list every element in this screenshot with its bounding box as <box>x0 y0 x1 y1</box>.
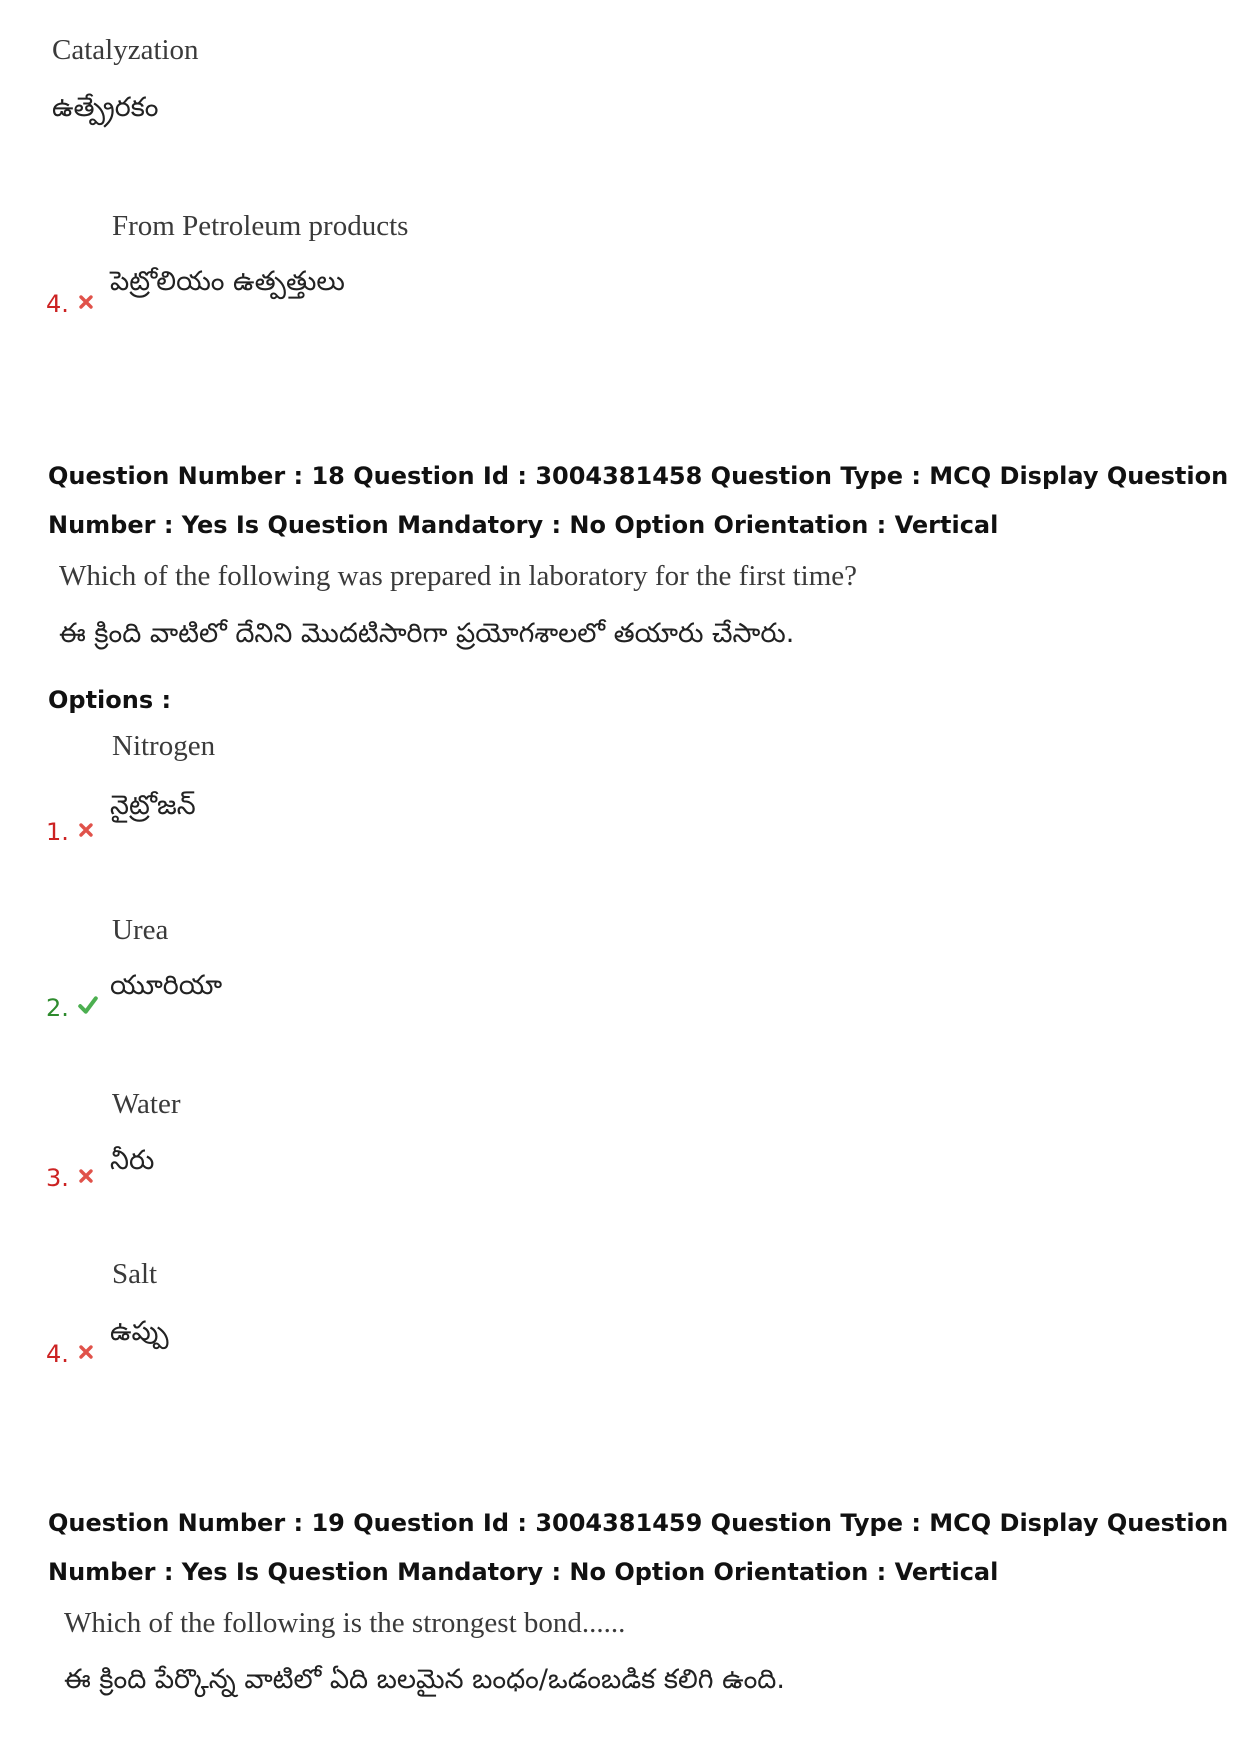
option-4-english: Salt <box>112 1258 158 1290</box>
question-18-text-telugu: ఈ క్రింది వాటిలో దేనిని మొదటిసారిగా ప్రయోగశాలలో తయారు చేసారు. <box>59 618 795 649</box>
question-18-meta-line-1: Question Number : 18 Question Id : 3004381458 Question Type : MCQ Display Question <box>48 462 1229 490</box>
question-18-meta-line-2: Number : Yes Is Question Mandatory : No Option Orientation : Vertical <box>48 511 999 539</box>
option-3-number: 3. <box>46 1164 69 1192</box>
question-19-text-telugu: ఈ క్రింది పేర్కొన్న వాటిలో ఏది బలమైన బంధం/ఒడంబడిక కలిగి ఉంది. <box>64 1664 785 1695</box>
option-1-telugu: నైట్రోజన్ <box>110 790 196 821</box>
question-19-text-english: Which of the following is the strongest bond...... <box>64 1607 626 1639</box>
option-4-telugu: ఉప్పు <box>110 1316 169 1347</box>
prev-option-3-english: Catalyzation <box>52 34 199 66</box>
prev-option-4-number: 4. <box>46 290 69 318</box>
option-2-english: Urea <box>112 914 169 946</box>
check-icon <box>77 995 99 1015</box>
question-19-meta-line-2: Number : Yes Is Question Mandatory : No Option Orientation : Vertical <box>48 1558 999 1586</box>
option-3-telugu: నీరు <box>110 1145 155 1176</box>
cross-icon <box>77 293 95 311</box>
question-19-meta-line-1: Question Number : 19 Question Id : 3004381459 Question Type : MCQ Display Question <box>48 1509 1229 1537</box>
option-1-number: 1. <box>46 818 69 846</box>
option-1-english: Nitrogen <box>112 730 216 762</box>
option-2-number: 2. <box>46 994 69 1022</box>
option-3-english: Water <box>112 1088 181 1120</box>
option-2-telugu: యూరియా <box>110 970 223 1001</box>
prev-option-3-telugu: ఉత్ప్రేరకం <box>52 92 159 123</box>
options-label: Options : <box>48 686 172 714</box>
question-18-text-english: Which of the following was prepared in laboratory for the first time? <box>59 560 858 592</box>
cross-icon <box>77 1343 95 1361</box>
prev-option-4-telugu: పెట్రోలియం ఉత్పత్తులు <box>110 266 345 297</box>
cross-icon <box>77 1167 95 1185</box>
prev-option-4-english: From Petroleum products <box>112 210 409 242</box>
option-4-number: 4. <box>46 1340 69 1368</box>
cross-icon <box>77 821 95 839</box>
